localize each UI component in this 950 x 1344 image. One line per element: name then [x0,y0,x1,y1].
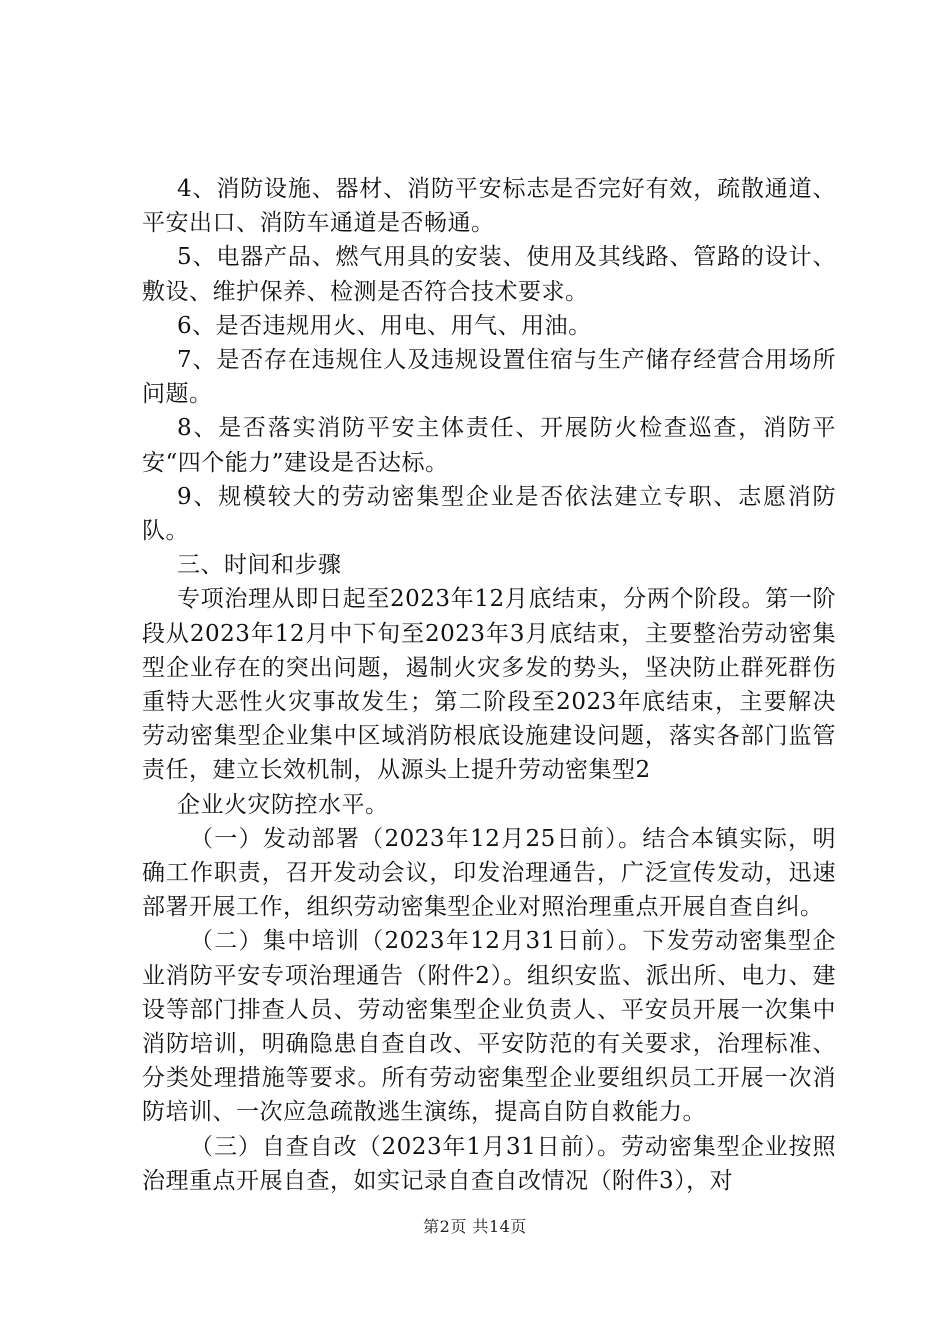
paragraph-item-8: 8、是否落实消防平安主体责任、开展防火检查巡查，消防平安“四个能力”建设是否达标。 [142,415,836,476]
paragraph-continuation: 企业火灾防控水平。 [177,791,389,818]
paragraph-step-1: （一）发动部署（2023年12月25日前）。结合本镇实际，明确工作职责，召开发动会议，印发治理通告，广泛宣传发动，迅速部署开展工作，组织劳动密集型企业对照治理重点开展自查自纠。 [142,825,836,921]
paragraph-step-3: （三）自查自改（2023年1月31日前）。劳动密集型企业按照治理重点开展自查，如实记录自查自改情况（附件3），对 [142,1133,836,1194]
paragraph-item-6: 6、是否违规用火、用电、用气、用油。 [177,312,592,339]
paragraph-item-7: 7、是否存在违规住人及违规设置住宿与生产储存经营合用场所问题。 [142,347,836,408]
paragraph-step-2: （二）集中培训（2023年12月31日前）。下发劳动密集型企业消防平安专项治理通告（附件2）。组织安监、派出所、电力、建设等部门排查人员、劳动密集型企业负责人、平安员开展一次集中消防培训，明确隐患自查自改、平安防范的有关要求，治理标准、分类处理措施等要求。所有劳动密集型企业要组织员工开展一次消防培训、一次应急疏散逃生演练，提高自防自救能力。 [142,928,836,1126]
section-heading-time-steps: 三、时间和步骤 [177,552,342,579]
paragraph-schedule: 专项治理从即日起至2023年12月底结束，分两个阶段。第一阶段从2023年12月中下旬至2023年3月底结束，主要整治劳动密集型企业存在的突出问题，遏制火灾多发的势头，坚决防止群死群伤重特大恶性火灾事故发生；第二阶段至2023年底结束，主要解决劳动密集型企业集中区域消防根底设施建设问题，落实各部门监管责任，建立长效机制，从源头上提升劳动密集型2 [142,586,836,784]
paragraph-item-4: 4、消防设施、器材、消防平安标志是否完好有效，疏散通道、平安出口、消防车通道是否畅通。 [142,176,836,237]
paragraph-item-5: 5、电器产品、燃气用具的安装、使用及其线路、管路的设计、敷设、维护保养、检测是否符合技术要求。 [142,244,836,305]
document-body [142,172,836,1198]
page-number-footer: 第2页 共14页 [423,1217,527,1236]
paragraph-item-9: 9、规模较大的劳动密集型企业是否依法建立专职、志愿消防队。 [142,483,836,545]
